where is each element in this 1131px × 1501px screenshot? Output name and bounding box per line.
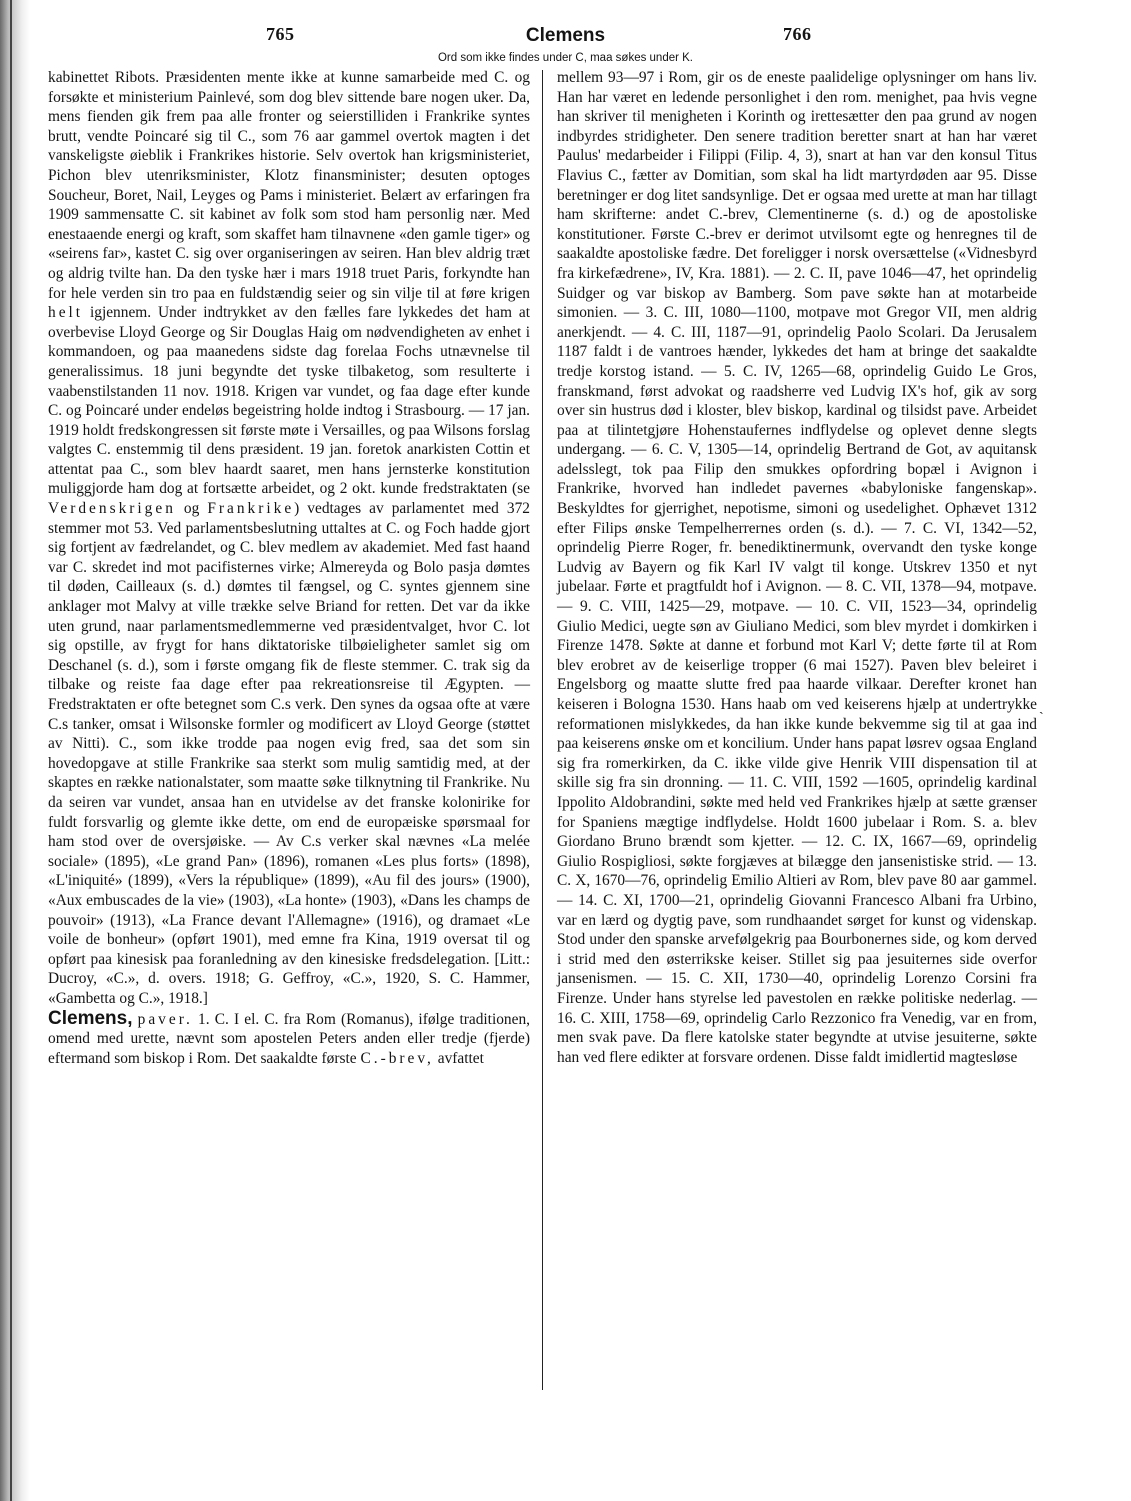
- stray-mark: ˎ: [1039, 700, 1044, 715]
- entry-headword: Clemens,: [48, 1007, 133, 1029]
- emphasis-text: helt: [48, 304, 84, 322]
- right-column: [557, 68, 1037, 1067]
- paragraph-text: 1. C. I el. C. fra Rom (Romanus), ifølge traditionen, omend med urette, nævnt som apostelen Peters anden eller tredje (fjerde) eftermand som biskop i Rom. Det saakaldte første: [48, 1010, 530, 1067]
- book-gutter-shadow: [0, 0, 30, 1501]
- paragraph-text: ) vedtages av parlamentet med 372 stemmer mot 53. Ved parlamentsbeslutning uttaltes at C. og Foch hadde gjort sig fortjent av fædrelandet, og C. blev medlem av akademiet. Med fast haand var C. skredet ind mot pacifisternes virke; Almereyda og Bolo pasja dømtes til døden, Cailleaux (s. d.) dømtes til fængsel, og C. syntes gjennem sine anklager mot Malvy at ville trække selve Briand for retten. Det var da ikke uten grund, naar parlamentsmedlemmerne ved præsidentvalget, hvor C. lot sig opstille, av frygt for hans diktatoriske tilbøieligheter samlet sig om Deschanel (s. d.), som i første omgang fik de fleste stemmer. C. trak sig da tilbake og reiste faa dage efter paa rekreationsreise til Ægypten. — Fredstraktaten er ofte betegnet som C.s verk. Den synes da ogsaa ofte at være C.s tanker, omsat i Wilsonske formler og modificert av Lloyd George (støttet av Nitti). C., som ikke trodde paa nogen evig fred, saa det som sin hovedopgave at stille Frankrike saa sterkt som mulig samtidig med, at der skaptes en række nationalstater, som maatte søke tilknytning til Frankrike. Nu da seiren var vundet, ansaa han en utvidelse av det franske kolonirike for fuldt forsvarlig og glemte ikke dette, om end de europæiske spørsmaal for ham stod over de oversjøiske. — Av C.s verker skal nævnes «La melée sociale» (1895), «Le grand Pan» (1896), romanen «Les plus forts» (1898), «L'iniquité» (1899), «Vers la république» (1899), «Au fil des jours» (1900), «Aux embuscades de la vie» (1903), «La honte» (1903), «Dans les champs de pouvoir» (1913), «La France devant l'Allemagne» (1916), og dramaet «Le voile de bonheur» (opført 1901), med emne fra Kina, 1919 oversat til og opført paa kinesisk paa foranledning av den kinesiske fredsdelegation. [Litt.: Ducroy, «C.», d. overs. 1918; G. Geffroy, «C.», 1920, S. C. Hammer, «Gambetta og C.», 1918.]: [48, 500, 530, 1007]
- emphasis-text: C.-brev,: [360, 1049, 434, 1067]
- clemenceau-entry-continuation: [48, 68, 530, 1009]
- paragraph-text: igjennem. Under indtrykket av den fælles fare lykkedes det ham at overbevise Lloyd George og Sir Douglas Haig om nødvendigheten av enhet i kommandoen, og paa maanedens sidste dag forelaa Fochs utnævnelse til generalissimus. 18 juni begyndte det tyske tilbaketog, som resulterte i vaabenstilstanden 11 nov. 1918. Krigen var vundet, og faa dage efter kunde C. og Poincaré under endeløs begeistring holde indtog i Strasbourg. — 17 jan. 1919 holdt fredskongressen sit første møte i Versailles, og paa Wilsons forslag valgtes C. enstemmig til dens præsident. 19 jan. foretok anarkisten Cottin et attentat paa C., som blev haardt saaret, men hans jernsterke konstitution muliggjorde ham dog at fortsætte arbeidet, og 2 okt. kunde fredstraktaten (se: [48, 304, 530, 498]
- conjunction-text: og: [183, 500, 200, 518]
- entry-subtitle: paver.: [137, 1010, 193, 1028]
- page-number-right: 766: [783, 24, 812, 44]
- page-number-left: 765: [266, 24, 295, 44]
- paragraph-text: avfattet: [437, 1049, 484, 1067]
- cross-reference: Verdenskrigen: [48, 500, 176, 518]
- cross-reference: Frankrike: [207, 500, 295, 518]
- header-note: Ord som ikke findes under C, maa søkes under K.: [437, 52, 694, 64]
- left-column: [48, 68, 530, 1068]
- clemens-popes-text: mellem 93—97 i Rom, gir os de eneste paalidelige oplysninger om hans liv. Han har været en ledende personlighet i den rom. menighet, paa hvis vegne han skriver til menigheten i Korinth og irettesætter den paa grund av nogen indbyrdes stridigheter. Den senere tradition beretter snart at han har været Paulus' medarbeider i Filippi (Filip. 4, 3), snart at han var den konsul Titus Flavius C., fætter av Domitian, som skal ha lidt martyrdøden aar 95. Disse beretninger er dog litet sandsynlige. Det er ogsaa med urette at man har tillagt ham skrifterne: andet C.-brev, Clementinerne (s. d.) og de apostoliske konstitutioner. Første C.-brev er derimot utvilsomt egte og henregnes til de saakaldte apostoliske fædre. Det foreligger i norsk oversættelse («Vidnesbyrd fra kirkefædrene», IV, Kra. 1881). — 2. C. II, pave 1046—47, het oprindelig Suidger og var biskop av Bamberg. Som pave søkte han at motarbeide simonien. — 3. C. III, 1080—1100, motpave mot Gregor VII, men aldrig anerkjendt. — 4. C. III, 1187—91, oprindelig Paolo Scolari. Da Jerusalem 1187 faldt i de vantroes hænder, lykkedes det ham at bringe det saakaldte tredje korstog istand. — 5. C. IV, 1265—68, oprindelig Guido Le Gros, franskmand, først advokat og raadsherre ved Ludvig IX's hof, gik av sorg over sin hustrus død i kloster, blev biskop, kardinal og tilsidst pave. Arbeidet paa at tilintetgjøre Hohenstaufernes indflydelse og oplevet denne slegts undergang. — 6. C. V, 1305—14, oprindelig Bertrand de Got, av aquitansk adelsslegt, tok paa Filip den smukkes opfordring bopæl i Avignon i Frankrike, hvorved han indledet pavernes «babyloniske fangenskap». Beskyldtes for gjerrighet, nepotisme, simoni og usedelighet. Ophævet 1312 efter Filips ønske Tempelherrernes orden (s. d.). — 7. C. VI, 1342—52, oprindelig Pierre Roger, fr. benediktinermunk, overvandt den tyske konge Ludvig av Bayern og fik Karl IV valgt til konge. Utskrev 1350 et nyt jubelaar. Førte et pragtfuldt hof i Avignon. — 8. C. VII, 1378—94, motpave. — 9. C. VIII, 1425—29, motpave. — 10. C. VII, 1523—34, oprindelig Giulio Medici, uegte søn av Giuliano Medici, som blev myrdet i domkirken i Firenze 1478. Søkte at danne et forbund mot Karl V; dette førte til at Rom blev erobret av de keiserlige tropper (6 mai 1527). Paven blev beleiret i Engelsborg og maatte slutte fred paa haarde vilkaar. Derefter kronet han keiseren i Bologna 1530. Hans haab om ved keiserens hjælp at undertrykke reformationen mislykkedes, da han ikke kunde bekvemme sig til at gaa ind paa keiserens ønske om et koncilium. Under hans papat løsrev ogsaa England sig fra romerkirken, da C. ikke vilde give Henrik VIII dispensation til at skille sig fra sin dronning. — 11. C. VIII, 1592 —1605, oprindelig kardinal Ippolito Aldobrandini, søkte med held ved Frankrikes hjælp at sætte grænser for Spaniens mægtige indflydelse. Holdt 1600 jubelaar i Rom. S. a. blev Giordano Bruno brændt som kjetter. — 12. C. IX, 1667—69, oprindelig Giulio Rospigliosi, søkte forgjæves at bilægge den jansenistiske strid. — 13. C. X, 1670—76, oprindelig Emilio Altieri av Rom, blev pave 80 aar gammel. — 14. C. XI, 1700—21, oprindelig Giovanni Francesco Albani fra Urbino, var en lærd og dygtig pave, som rundhaandet sørget for kunst og videnskap. Stod under den spanske arvefølgekrig paa Bourbonernes side, og kom derved i strid med den østerrikske keiser. Stillet sig paa jesuiternes side overfor jansenismen. — 15. C. XII, 1730—40, oprindelig Lorenzo Corsini fra Firenze. Under hans styrelse led pavestolen en række politiske nederlag. — 16. C. XIII, 1758—69, oprindelig Carlo Rezzonico fra Venedig, var en from, men svak pave. Da flere katolske stater begyndte at utvise jesuiterne, søkte han ved flere edikter at forsvare ordenen. Disse faldt imidlertid magtesløse: [557, 69, 1037, 1066]
- column-divider: [542, 70, 543, 1390]
- clemens-entry: [48, 1009, 530, 1069]
- running-headword: Clemens: [525, 25, 606, 46]
- paragraph-text: kabinettet Ribots. Præsidenten mente ikke at kunne samarbeide med C. og forsøkte et ministerium Painlevé, som dog blev sittende bare nogen uker. Da, mens fienden gik frem paa alle fronter og seierstilliden i Frankrike syntes brutt, vendte Poincaré sig til C., som 76 aar gammel overtok magten i det vanskeligste øieblik i Frankrikes historie. Selv overtok han krigsministeriet, Pichon blev utenriksminister, Klotz finansminister; desuten optoges Soucheur, Boret, Nail, Leyges og Pams i ministeriet. Belært av erfaringen fra 1909 sammensatte C. sit kabinet av folk som stod ham personlig nær. Med enestaaende energi og kraft, som skaffet ham tilnavnene «den gamle tiger» og «seirens far», kastet C. sig over organiseringen av seiren. Han blev aldrig træt og aldrig tvilte han. Da den tyske hær i mars 1918 truet Paris, forkyndte han for hele verden sin tro paa en fuldstændig seier og sin vilje til at føre krigen: [48, 69, 530, 302]
- book-gutter-line: [10, 0, 12, 1501]
